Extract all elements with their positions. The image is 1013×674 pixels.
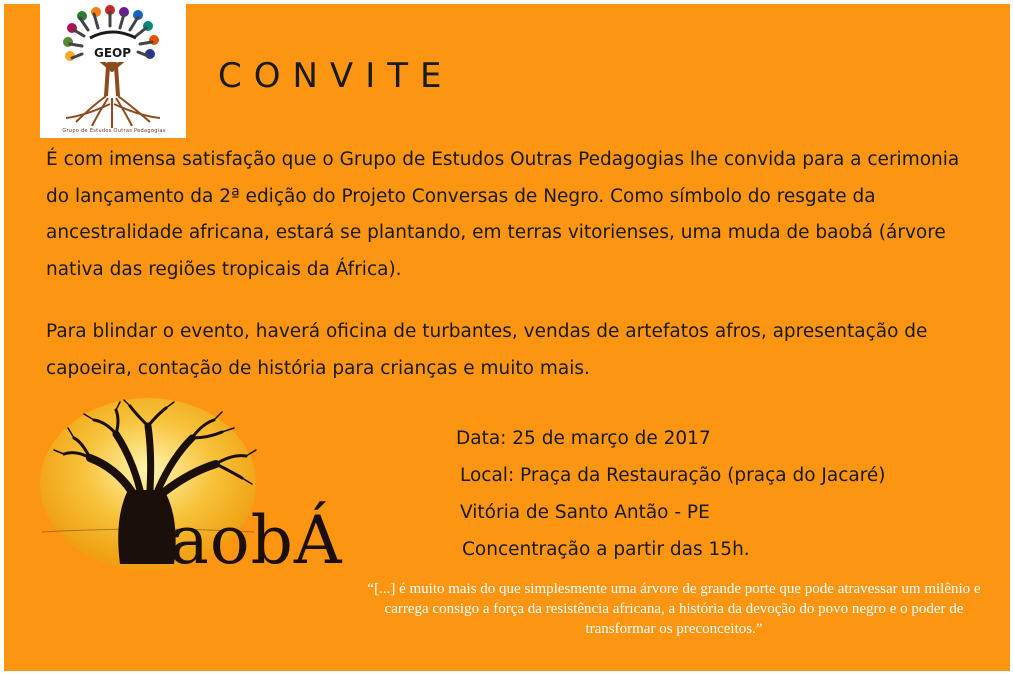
group-name: Grupo de Estudos Outras Pedagogias [339, 149, 684, 170]
page-title: CONVITE [218, 56, 454, 96]
invite-body-text: a cerimonia do lançamento da 2ª edição do Projeto Conversas de Negro. Como símbolo do resgate da ancestralidade africana, estará se plantando, em terras vitorienses, uma muda de baobá (árvore nativa das regiões tropicais da África). [46, 149, 960, 280]
baoba-logo-text: BaobÁ [120, 502, 343, 579]
intro-text: É com imensa satisfação que o [46, 149, 340, 170]
baoba-quote: “[...] é muito mais do que simplesmente uma árvore de grande porte que pode atravessar um milênio e carrega consigo a força da resistência africana, a história da devoção do povo negro e o poder de transformar os preconceitos.” [367, 581, 981, 637]
invitation-card [4, 4, 1010, 671]
geop-logo-caption: Grupo de Estudos Outras Pedagogias [62, 128, 166, 134]
event-date: Data: 25 de março de 2017 [456, 428, 711, 449]
geop-tree-icon [40, 4, 186, 138]
activities-paragraph: Para blindar o evento, haverá oficina de turbantes, vendas de artefatos afros, apresentação de capoeira, contação de história para crianças e muito mais. [46, 321, 928, 379]
event-location: Local: Praça da Restauração (praça do Jacaré) [460, 465, 886, 486]
event-city: Vitória de Santo Antão - PE [460, 502, 710, 523]
invitation-paragraph [46, 142, 986, 288]
invite-text: lhe convida para [683, 149, 845, 170]
geop-logo [40, 4, 186, 138]
geop-logo-label: GEOP [94, 46, 132, 60]
event-time: Concentração a partir das 15h. [462, 539, 750, 560]
